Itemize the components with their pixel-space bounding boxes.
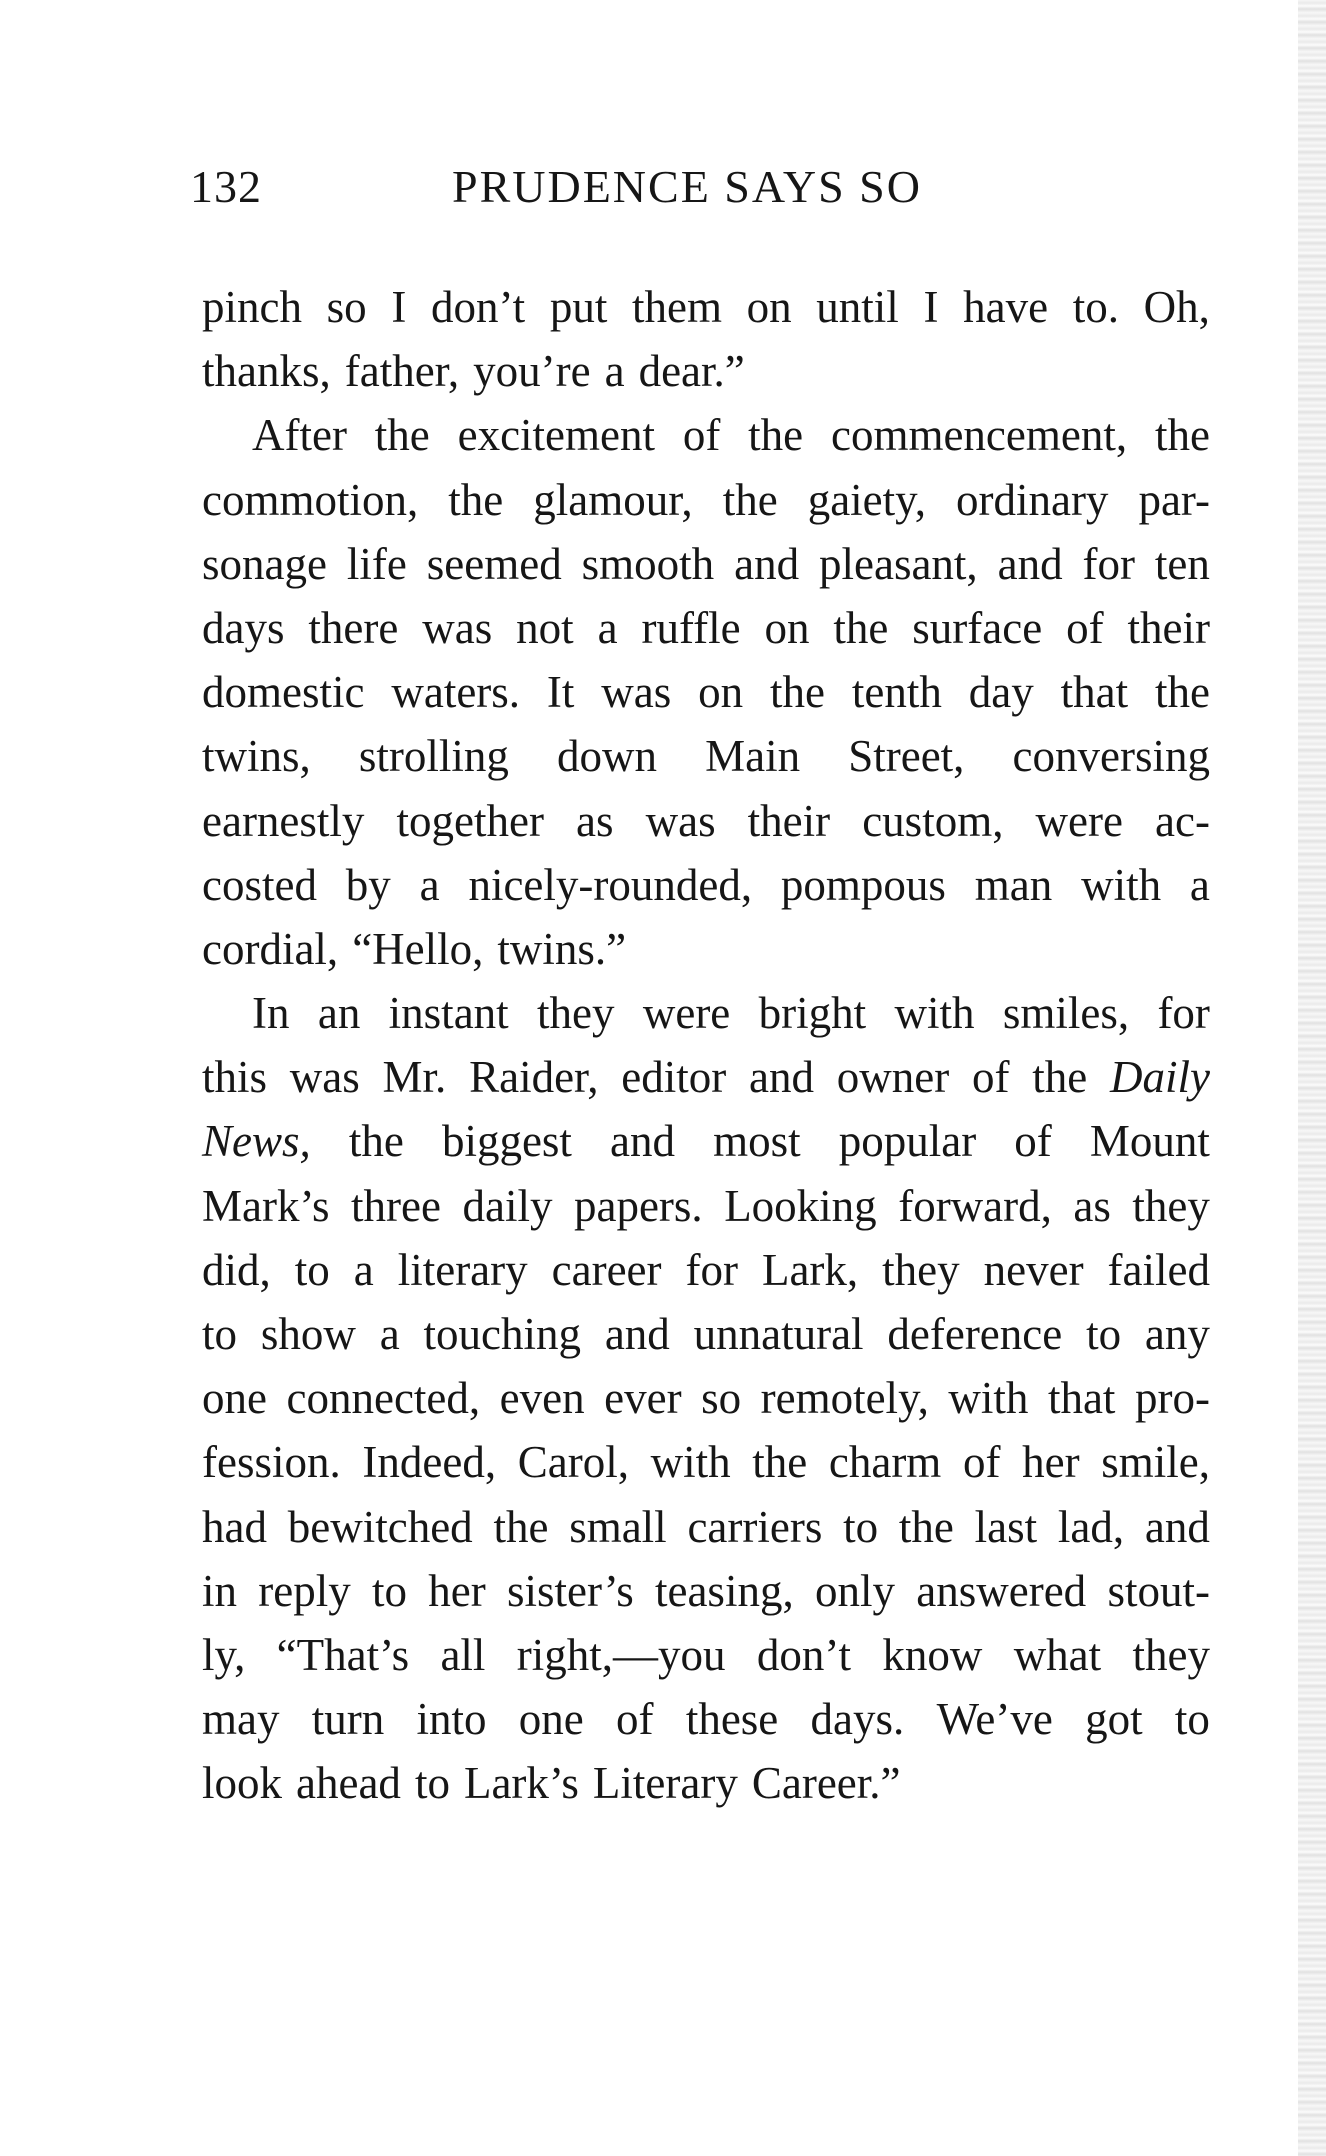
word: gaiety,	[807, 474, 926, 525]
word: pleasant,	[819, 538, 978, 589]
word: the	[348, 1116, 404, 1167]
word: for	[685, 1244, 738, 1295]
word: commotion,	[202, 474, 419, 525]
text-line	[202, 1559, 1210, 1623]
word: show	[260, 1309, 356, 1359]
word: ahead	[296, 1758, 401, 1809]
word: We’ve	[936, 1694, 1053, 1745]
word: all	[440, 1629, 486, 1680]
text-line	[202, 403, 1210, 467]
word: a	[1189, 859, 1210, 910]
word: thanks,	[202, 346, 331, 397]
word: excitement	[457, 410, 655, 461]
word: were	[642, 988, 731, 1039]
word: don’t	[430, 282, 526, 332]
word: what	[1013, 1629, 1102, 1680]
word: Mount	[1089, 1116, 1210, 1167]
word: touching	[423, 1309, 581, 1359]
word: of	[962, 1437, 1001, 1488]
word: Main	[705, 731, 801, 782]
word: life	[346, 538, 407, 589]
word: that	[1047, 1373, 1116, 1424]
word: to	[372, 1565, 408, 1616]
word: with	[948, 1373, 1029, 1424]
word: the	[493, 1501, 549, 1552]
word: bright	[758, 988, 867, 1039]
text-line	[202, 1623, 1210, 1687]
word: were	[1035, 795, 1123, 846]
word: ordinary	[955, 474, 1109, 525]
word: they	[1132, 1180, 1210, 1231]
word: a	[604, 346, 625, 397]
word: forward,	[898, 1180, 1052, 1231]
word: there	[308, 602, 399, 653]
word: costed	[202, 859, 317, 910]
word: only	[814, 1565, 895, 1616]
word: for	[1082, 538, 1135, 589]
word: the	[833, 602, 889, 653]
word: one	[202, 1373, 267, 1424]
word: and	[1144, 1501, 1210, 1552]
word: down	[557, 731, 657, 782]
word: career	[551, 1244, 662, 1295]
text-line	[202, 468, 1210, 532]
word: carriers	[687, 1501, 823, 1552]
word: was	[601, 667, 672, 718]
word: on	[764, 602, 810, 653]
word: know	[882, 1629, 983, 1680]
word: and	[748, 1052, 814, 1103]
word: I	[391, 282, 407, 332]
word: instant	[388, 988, 509, 1039]
word: a	[597, 602, 618, 653]
word: biggest	[441, 1116, 572, 1167]
word: to.	[1072, 282, 1119, 332]
word: of	[1066, 602, 1104, 653]
word: remotely,	[760, 1373, 929, 1424]
word: on	[746, 282, 792, 332]
word: owner	[836, 1052, 950, 1103]
word: until	[816, 282, 899, 332]
word: the	[748, 410, 804, 461]
word: charm	[828, 1437, 942, 1488]
word: Oh,	[1143, 282, 1210, 332]
word: by	[345, 859, 391, 910]
word: to	[1174, 1694, 1210, 1745]
word: look	[202, 1758, 283, 1809]
word: sonage	[202, 538, 327, 589]
text-line	[202, 917, 1210, 981]
word: Street,	[848, 731, 965, 782]
text-line	[202, 1430, 1210, 1494]
word: you’re	[473, 346, 591, 397]
body-text	[202, 275, 1210, 1816]
word: sister’s	[507, 1565, 634, 1616]
word: daily	[462, 1180, 553, 1231]
text-line	[202, 853, 1210, 917]
running-head	[190, 160, 1230, 220]
word: twins.”	[497, 923, 627, 974]
text-line	[202, 1174, 1210, 1238]
word: smile,	[1101, 1437, 1210, 1488]
word: ly,	[202, 1629, 246, 1680]
word: three	[351, 1180, 441, 1231]
word: unnatural	[693, 1309, 864, 1359]
word: lad,	[1057, 1501, 1125, 1552]
word: the	[448, 474, 504, 525]
text-line	[202, 724, 1210, 788]
word: glamour,	[533, 474, 693, 525]
word: their	[1127, 602, 1210, 653]
word: days.	[810, 1694, 905, 1745]
word: to	[843, 1501, 879, 1552]
word: of	[616, 1694, 654, 1745]
word: surface	[912, 602, 1043, 653]
word: cordial,	[202, 923, 339, 974]
word: even	[499, 1373, 585, 1424]
text-line	[202, 275, 1210, 339]
word: to	[202, 1309, 238, 1359]
word: In	[252, 988, 290, 1039]
word: “That’s	[276, 1629, 410, 1680]
word: to	[1086, 1309, 1122, 1359]
word: never	[983, 1244, 1084, 1295]
word: conversing	[1012, 731, 1210, 782]
text-line	[202, 532, 1210, 596]
word: so	[701, 1373, 742, 1424]
word: Daily	[1109, 1052, 1210, 1103]
word: Lark’s	[463, 1758, 579, 1809]
text-line	[202, 1751, 1210, 1815]
word: News,	[202, 1116, 311, 1167]
word: they	[882, 1244, 960, 1295]
text-line	[202, 1366, 1210, 1430]
word: as	[576, 795, 614, 846]
word: and	[604, 1309, 670, 1359]
word: with	[650, 1437, 731, 1488]
word: they	[537, 988, 615, 1039]
word: them	[631, 282, 722, 332]
word: It	[546, 667, 575, 718]
word: got	[1085, 1694, 1143, 1745]
page-binding-edge	[1298, 0, 1326, 2156]
word: one	[518, 1694, 584, 1745]
word: fession.	[202, 1437, 341, 1488]
word: any	[1144, 1309, 1210, 1359]
word: father,	[344, 346, 460, 397]
word: and	[997, 538, 1063, 589]
text-line	[202, 1302, 1210, 1366]
word: for	[1157, 988, 1210, 1039]
word: commencement,	[830, 410, 1128, 461]
word: smiles,	[1002, 988, 1130, 1039]
word: Career.”	[751, 1758, 901, 1809]
word: of	[971, 1052, 1010, 1103]
text-line	[202, 660, 1210, 724]
word: into	[416, 1694, 487, 1745]
word: day	[968, 667, 1034, 718]
word: the	[752, 1437, 808, 1488]
word: this	[202, 1052, 268, 1103]
word: literary	[397, 1244, 528, 1295]
text-line	[202, 339, 1210, 403]
word: with	[894, 988, 975, 1039]
word: turn	[311, 1694, 385, 1745]
word: bewitched	[287, 1501, 473, 1552]
word: ruffle	[641, 602, 741, 653]
word: to	[414, 1758, 450, 1809]
word: her	[1022, 1437, 1080, 1488]
word: the	[898, 1501, 954, 1552]
word: so	[326, 282, 367, 332]
word: custom,	[862, 795, 1004, 846]
word: seemed	[426, 538, 562, 589]
word: connected,	[286, 1373, 481, 1424]
word: editor	[621, 1052, 727, 1103]
word: the	[1154, 667, 1210, 718]
text-line	[202, 1687, 1210, 1751]
word: “Hello,	[352, 923, 484, 974]
word: was	[289, 1052, 360, 1103]
text-line	[202, 596, 1210, 660]
word: on	[698, 667, 744, 718]
word: in	[202, 1565, 238, 1616]
word: man	[974, 859, 1053, 910]
running-title: PRUDENCE SAYS SO	[452, 161, 922, 212]
word: to	[294, 1244, 330, 1295]
word: an	[317, 988, 361, 1039]
word: as	[1073, 1180, 1111, 1231]
word: popular	[838, 1116, 977, 1167]
word: teasing,	[654, 1565, 794, 1616]
word: their	[747, 795, 831, 846]
word: not	[516, 602, 574, 653]
word: strolling	[358, 731, 509, 782]
text-line	[202, 1109, 1210, 1173]
word: Literary	[592, 1758, 738, 1809]
word: Raider,	[469, 1052, 599, 1103]
word: had	[202, 1501, 267, 1552]
word: nicely-rounded,	[468, 859, 753, 910]
word: last	[974, 1501, 1038, 1552]
word: waters.	[391, 667, 521, 718]
word: was	[645, 795, 716, 846]
word: her	[428, 1565, 486, 1616]
word: they	[1132, 1629, 1210, 1680]
word: was	[422, 602, 493, 653]
word: Carol,	[517, 1437, 629, 1488]
word: most	[713, 1116, 801, 1167]
word: pompous	[780, 859, 946, 910]
word: the	[1154, 410, 1210, 461]
text-line	[202, 1495, 1210, 1559]
word: Lark,	[761, 1244, 859, 1295]
text-line	[202, 789, 1210, 853]
word: stout-	[1107, 1565, 1210, 1616]
word: papers.	[573, 1180, 703, 1231]
word: earnestly	[202, 795, 365, 846]
word: with	[1081, 859, 1162, 910]
word: reply	[258, 1565, 351, 1616]
word: and	[610, 1116, 676, 1167]
word: twins,	[202, 731, 311, 782]
word: deference	[887, 1309, 1063, 1359]
word: don’t	[756, 1629, 852, 1680]
word: par-	[1138, 474, 1210, 525]
word: After	[252, 410, 347, 461]
word: answered	[916, 1565, 1087, 1616]
word: small	[569, 1501, 667, 1552]
word: the	[374, 410, 430, 461]
text-line	[202, 1238, 1210, 1302]
word: a	[353, 1244, 374, 1295]
word: put	[549, 282, 608, 332]
word: these	[685, 1694, 779, 1745]
text-line	[202, 981, 1210, 1045]
word: together	[396, 795, 544, 846]
word: right,—you	[516, 1629, 726, 1680]
word: pro-	[1134, 1373, 1210, 1424]
text-line	[202, 1045, 1210, 1109]
word: a	[379, 1309, 400, 1359]
page-number: 132	[190, 161, 262, 212]
word: the	[722, 474, 778, 525]
word: ever	[604, 1373, 682, 1424]
word: ten	[1154, 538, 1210, 589]
word: dear.”	[638, 346, 745, 397]
word: may	[202, 1694, 280, 1745]
word: of	[1014, 1116, 1052, 1167]
word: Looking	[724, 1180, 877, 1231]
word: of	[682, 410, 721, 461]
word: Indeed,	[362, 1437, 497, 1488]
word: ac-	[1155, 795, 1210, 846]
word: failed	[1107, 1244, 1210, 1295]
word: days	[202, 602, 285, 653]
word: Mr.	[382, 1052, 447, 1103]
word: tenth	[851, 667, 942, 718]
word: a	[419, 859, 440, 910]
word: Mark’s	[202, 1180, 330, 1231]
word: have	[963, 282, 1049, 332]
word: the	[1032, 1052, 1088, 1103]
word: that	[1060, 667, 1129, 718]
word: smooth	[581, 538, 715, 589]
word: I	[923, 282, 939, 332]
word: pinch	[202, 282, 302, 332]
word: did,	[202, 1244, 271, 1295]
word: and	[734, 538, 800, 589]
word: domestic	[202, 667, 365, 718]
word: the	[770, 667, 826, 718]
